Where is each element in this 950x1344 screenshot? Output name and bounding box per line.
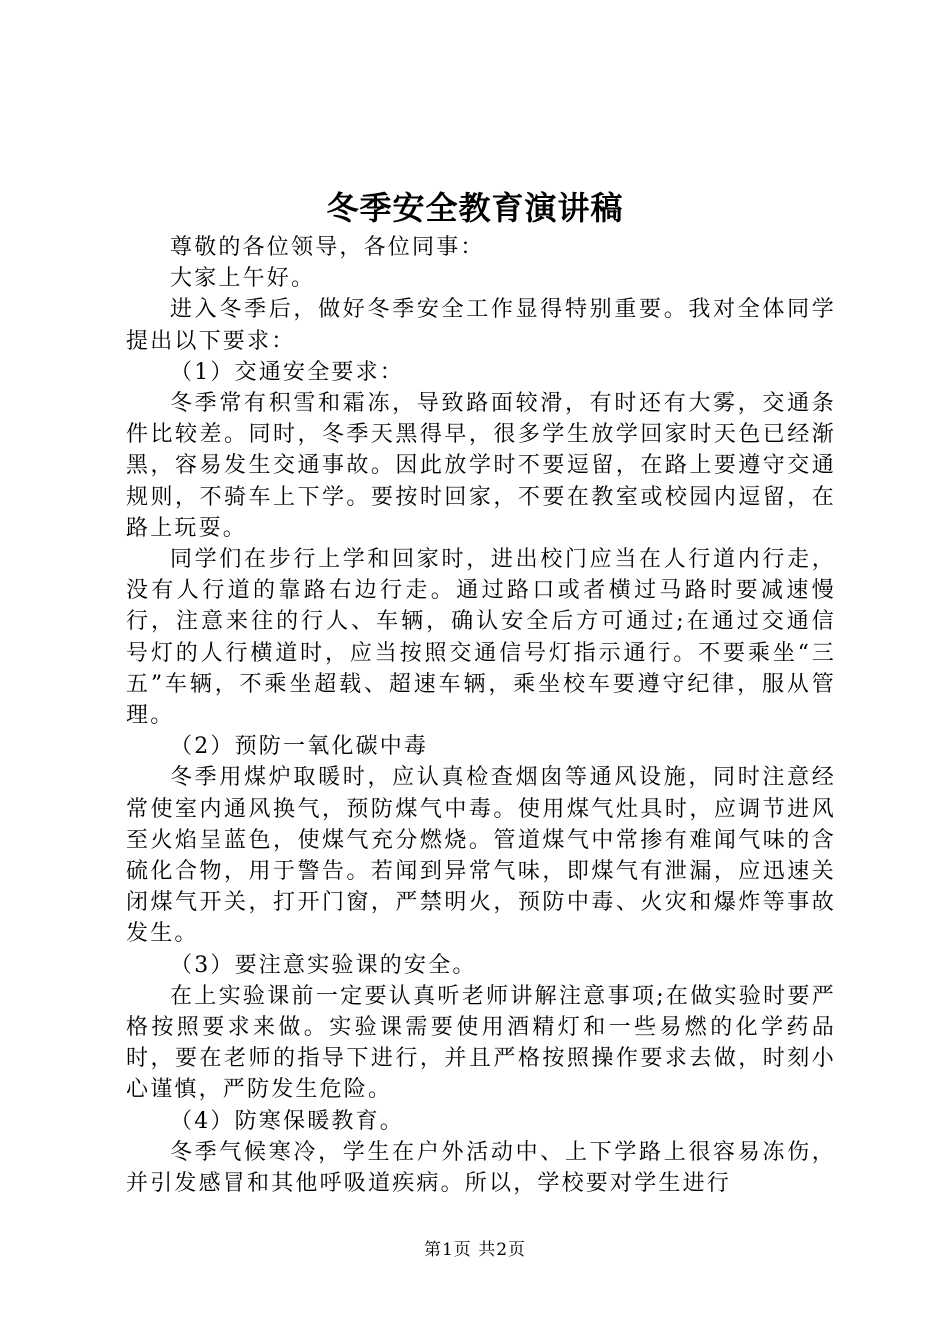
page-footer: 第1页 共2页 — [423, 1240, 527, 1260]
document-title: 冬季安全教育演讲稿 — [326, 189, 624, 227]
paragraph-co: 冬季用煤炉取暖时，应认真检查烟囱等通风设施，同时注意经常使室内通风换气，预防煤气中毒。使用煤气灶具时，应调节进风至火焰呈蓝色，使煤气充分燃烧。管道煤气中常掺有难闻气味的含硫化合物，用于警告。若闻到异常气味，即煤气有泄漏，应迅速关闭煤气开关，打开门窗，严禁明火，预防中毒、火灾和爆炸等事故发生。 — [126, 765, 836, 947]
section-heading-warmth: （4）防寒保暖教育。 — [170, 1108, 404, 1134]
section-heading-co: （2）预防一氧化碳中毒 — [170, 734, 429, 760]
document-body — [126, 232, 836, 1199]
paragraph-intro: 进入冬季后，做好冬季安全工作显得特别重要。我对全体同学提出以下要求： — [126, 297, 836, 354]
paragraph-greeting: 大家上午好。 — [170, 266, 316, 292]
paragraph-warmth: 冬季气候寒冷，学生在户外活动中、上下学路上很容易冻伤，并引发感冒和其他呼吸道疾病。所以，学校要对学生进行 — [126, 1139, 836, 1197]
section-heading-traffic: （1）交通安全要求： — [170, 359, 404, 385]
paragraph-lab: 在上实验课前一定要认真听老师讲解注意事项;在做实验时要严格按照要求来做。实验课需要使用酒精灯和一些易燃的化学药品时，要在老师的指导下进行，并且严格按照操作要求去做，时刻小心谨慎，严防发生危险。 — [126, 983, 836, 1103]
paragraph-traffic-1: 冬季常有积雪和霜冻，导致路面较滑，有时还有大雾，交通条件比较差。同时，冬季天黑得早，很多学生放学回家时天色已经渐黑，容易发生交通事故。因此放学时不要逗留，在路上要遵守交通规则，不骑车上下学。要按时回家，不要在教室或校园内逗留，在路上玩耍。 — [126, 391, 836, 541]
paragraph-traffic-2: 同学们在步行上学和回家时，进出校门应当在人行道内行走，没有人行道的靠路右边行走。通过路口或者横过马路时要减速慢行，注意来往的行人、车辆，确认安全后方可通过;在通过交通信号灯的人行横道时，应当按照交通信号灯指示通行。不要乘坐“三五”车辆，不乘坐超载、超速车辆，乘坐校车要遵守纪律，服从管理。 — [126, 547, 836, 729]
paragraph-salutation: 尊敬的各位领导，各位同事： — [170, 235, 485, 260]
section-heading-lab: （3）要注意实验课的安全。 — [170, 952, 477, 978]
